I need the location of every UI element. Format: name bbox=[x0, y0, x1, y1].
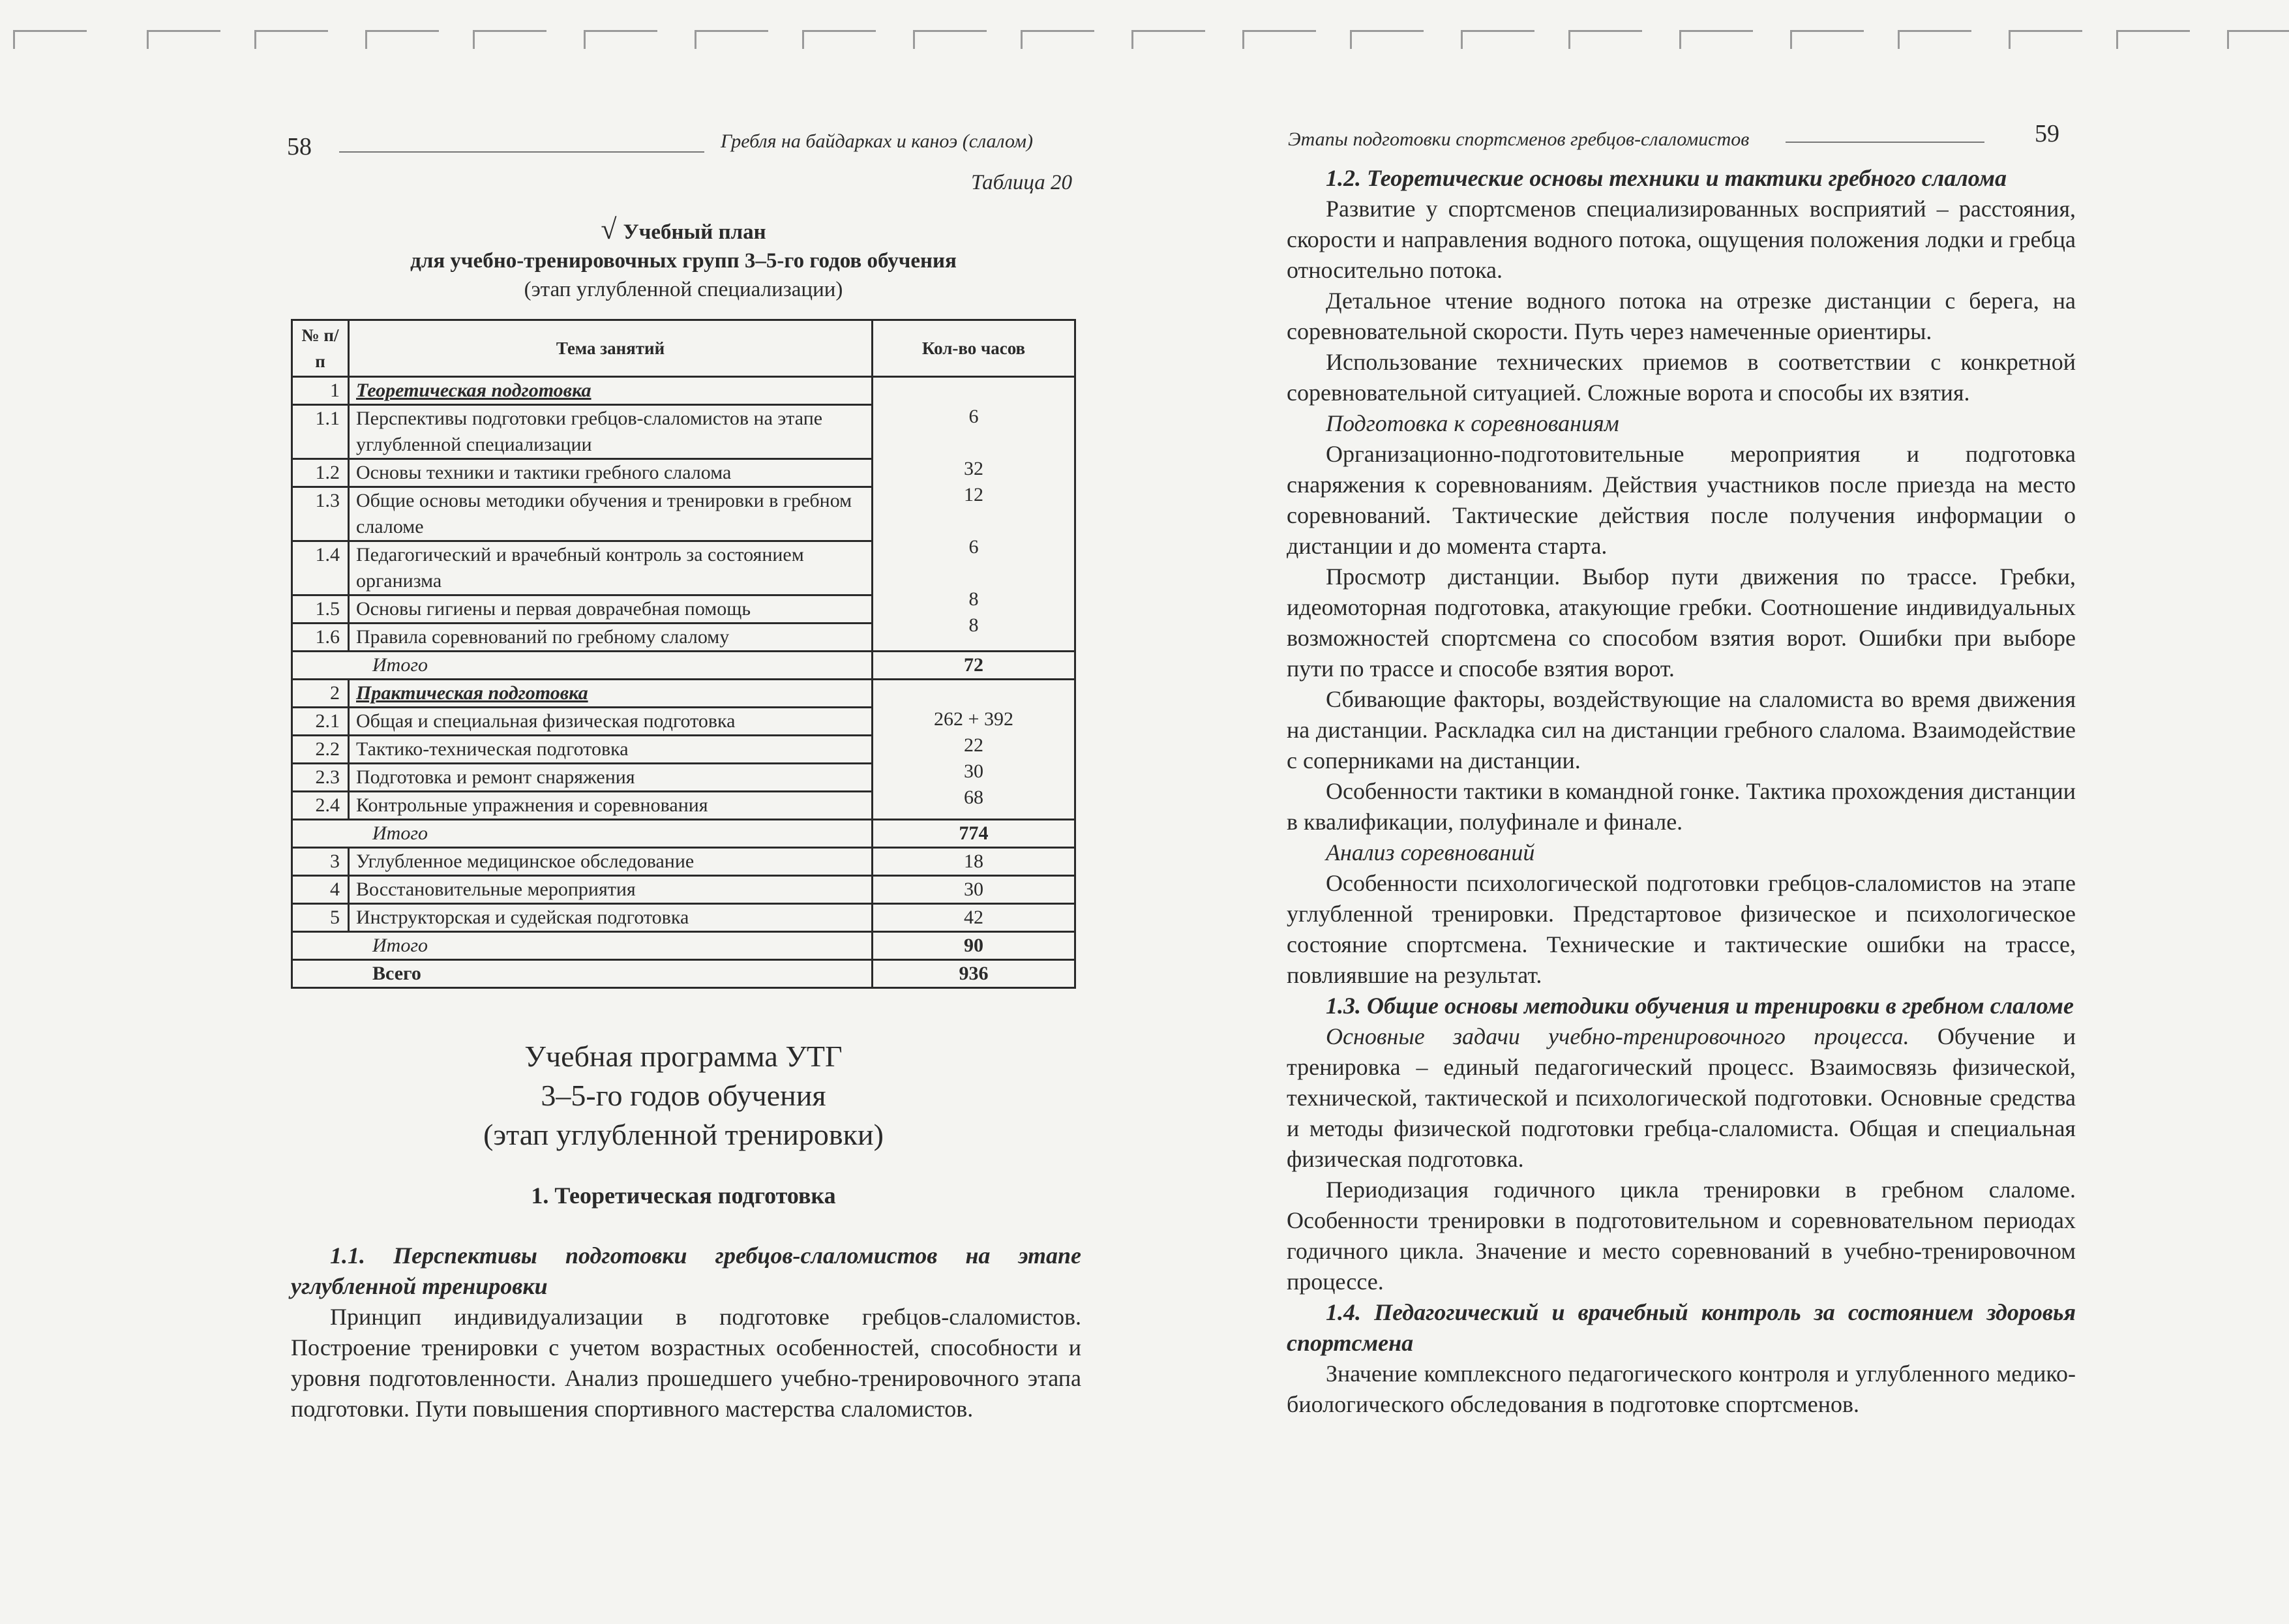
row-topic: Правила соревнований по гребному слалому bbox=[349, 624, 873, 652]
program-title bbox=[291, 1037, 1076, 1154]
row-hours: 262 + 392 bbox=[934, 708, 1013, 730]
running-title: Этапы подготовки спортсменов гребцов-слаломистов bbox=[1288, 128, 1750, 150]
row-num: 1 bbox=[292, 377, 349, 405]
table-row-total bbox=[292, 960, 1075, 988]
row-topic: Основы техники и тактики гребного слалома bbox=[349, 459, 873, 487]
table-row bbox=[292, 904, 1075, 932]
row-hours: 72 bbox=[873, 652, 1075, 680]
running-title: Гребля на байдарках и каноэ (слалом) bbox=[721, 130, 1033, 152]
subsection-heading-1-2: 1.2. Теоретические основы техники и тактики гребного слалома bbox=[1326, 165, 2007, 191]
row-topic: Итого bbox=[292, 652, 873, 680]
row-topic: Инструкторская и судейская подготовка bbox=[349, 904, 873, 932]
paragraph: Сбивающие факторы, воздействующие на слаломиста во время движения на дистанции. Раскладка сил на дистанции гребного слалома. Взаимодействие с соперниками на дистанции. bbox=[1287, 686, 2076, 774]
row-topic: Перспективы подготовки гребцов-слаломистов на этапе углубленной специализации bbox=[349, 405, 873, 459]
row-topic: Углубленное медицинское обследование bbox=[349, 848, 873, 876]
row-num: 2.4 bbox=[292, 792, 349, 820]
row-topic: Общие основы методики обучения и тренировки в гребном слаломе bbox=[349, 487, 873, 541]
row-num: 5 bbox=[292, 904, 349, 932]
table-row-subtotal bbox=[292, 932, 1075, 960]
row-topic: Теоретическая подготовка bbox=[349, 377, 873, 405]
row-num: 1.5 bbox=[292, 595, 349, 624]
table-row bbox=[292, 848, 1075, 876]
row-hours: 90 bbox=[873, 932, 1075, 960]
row-num: 4 bbox=[292, 876, 349, 904]
row-hours: 774 bbox=[873, 820, 1075, 848]
paragraph: Детальное чтение водного потока на отрезке дистанции с берега, на соревновательной скорости. Путь через намеченные ориентиры. bbox=[1287, 288, 2076, 344]
plan-title bbox=[291, 215, 1076, 304]
row-topic: Итого bbox=[292, 932, 873, 960]
header-rule bbox=[1786, 142, 1984, 143]
row-num: 2.3 bbox=[292, 764, 349, 792]
table-row bbox=[292, 377, 1075, 405]
row-topic: Общая и специальная физическая подготовка bbox=[349, 708, 873, 736]
table-label: Таблица 20 bbox=[971, 171, 1072, 194]
row-hours: 6 bbox=[968, 536, 979, 558]
table-row-subtotal bbox=[292, 820, 1075, 848]
row-hours: 6 bbox=[968, 406, 979, 427]
subheading-competition-analysis: Анализ соревнований bbox=[1326, 839, 1535, 865]
row-topic: Контрольные упражнения и соревнования bbox=[349, 792, 873, 820]
col-header-num: № п/п bbox=[292, 320, 349, 377]
paragraph bbox=[1287, 1021, 2076, 1175]
paragraph: Принцип индивидуализации в подготовке гребцов-слаломистов. Построение тренировки с учетом возрастных особенностей, способности и уровня подготовленности. Анализ прошедшего учебно-тренировочного этапа подготовки. Пути повышения спортивного мастерства слаломистов. bbox=[291, 1304, 1081, 1422]
table-row bbox=[292, 876, 1075, 904]
curriculum-table bbox=[291, 319, 1076, 989]
row-hours: 30 bbox=[873, 876, 1075, 904]
paragraph: Особенности психологической подготовки гребцов-слаломистов на этапе углубленной тренировки. Предстартовое физическое и психологическое состояние спортсмена. Технические и тактические ошибки на трассе, повлиявшие на результат. bbox=[1287, 870, 2076, 988]
paragraph: Развитие у спортсменов специализированных восприятий – расстояния, скорости и направления водного потока, ощущения положения лодки и гребца относительно потока. bbox=[1287, 196, 2076, 283]
paragraph: Периодизация годичного цикла тренировки в гребном слаломе. Особенности тренировки в подготовительном и соревновательном периодах годичного цикла. Значение и место соревнований в учебно-тренировочном процессе. bbox=[1287, 1177, 2076, 1295]
subsection-heading-1-1: 1.1. Перспективы подготовки гребцов-слаломистов на этапе углубленной тренировки bbox=[291, 1242, 1081, 1299]
program-title-line3: (этап углубленной тренировки) bbox=[483, 1118, 884, 1151]
col-header-hours: Кол-во часов bbox=[873, 320, 1075, 377]
row-hours-group bbox=[873, 680, 1075, 820]
row-hours: 68 bbox=[964, 787, 983, 808]
row-topic: Всего bbox=[292, 960, 873, 988]
table-header-row bbox=[292, 320, 1075, 377]
row-hours: 42 bbox=[873, 904, 1075, 932]
subheading-competition-prep: Подготовка к соревнованиям bbox=[1326, 410, 1619, 436]
plan-title-line2: для учебно-тренировочных групп 3–5-го годов обучения bbox=[410, 249, 957, 273]
paragraph: Организационно-подготовительные мероприятия и подготовка снаряжения к соревнованиям. Действия участников после приезда на место соревнований. Тактические действия после получения информации о дистанции и до момента старта. bbox=[1287, 441, 2076, 559]
row-num: 1.2 bbox=[292, 459, 349, 487]
paragraph-lead-italic: Основные задачи учебно-тренировочного процесса. bbox=[1326, 1023, 1909, 1049]
program-title-line2: 3–5-го годов обучения bbox=[541, 1079, 826, 1112]
row-num: 2 bbox=[292, 680, 349, 708]
row-num: 2.2 bbox=[292, 736, 349, 764]
row-topic: Практическая подготовка bbox=[349, 680, 873, 708]
row-topic: Итого bbox=[292, 820, 873, 848]
row-num: 1.3 bbox=[292, 487, 349, 541]
col-header-topic: Тема занятий bbox=[349, 320, 873, 377]
section-heading: 1. Теоретическая подготовка bbox=[531, 1182, 836, 1209]
row-topic: Восстановительные мероприятия bbox=[349, 876, 873, 904]
subsection-heading-1-3: 1.3. Общие основы методики обучения и тренировки в гребном слаломе bbox=[1326, 993, 2074, 1019]
program-title-line1: Учебная программа УТГ bbox=[524, 1040, 843, 1073]
left-body-text bbox=[291, 1241, 1081, 1424]
paragraph: Значение комплексного педагогического контроля и углубленного медико-биологического обследования в подготовке спортсменов. bbox=[1287, 1361, 2076, 1417]
row-hours: 936 bbox=[873, 960, 1075, 988]
row-topic: Подготовка и ремонт снаряжения bbox=[349, 764, 873, 792]
row-hours: 12 bbox=[964, 484, 983, 505]
header-rule bbox=[339, 151, 704, 153]
left-page bbox=[0, 0, 1144, 1624]
paragraph-rest: Обучение и тренировка – единый педагогический процесс. Взаимосвязь физической, технической, тактической и психологической подготовки. Основные средства и методы физической подготовки гребца-слаломиста. Общая и специальная физическая подготовка. bbox=[1287, 1023, 2076, 1172]
paragraph: Особенности тактики в командной гонке. Тактика прохождения дистанции в квалификации, полуфинале и финале. bbox=[1287, 778, 2076, 835]
row-num: 2.1 bbox=[292, 708, 349, 736]
row-hours: 18 bbox=[873, 848, 1075, 876]
row-hours-group bbox=[873, 377, 1075, 652]
row-topic: Основы гигиены и первая доврачебная помощь bbox=[349, 595, 873, 624]
table-row bbox=[292, 680, 1075, 708]
row-num: 1.4 bbox=[292, 541, 349, 595]
row-num: 3 bbox=[292, 848, 349, 876]
right-page bbox=[1144, 0, 2289, 1624]
plan-title-line1: √ Учебный план bbox=[601, 213, 766, 245]
row-hours: 22 bbox=[964, 734, 983, 756]
row-hours: 30 bbox=[964, 760, 983, 782]
row-num: 1.6 bbox=[292, 624, 349, 652]
right-body-text bbox=[1287, 163, 2076, 1420]
table-row-subtotal bbox=[292, 652, 1075, 680]
row-hours: 8 bbox=[968, 614, 979, 636]
row-num: 1.1 bbox=[292, 405, 349, 459]
plan-title-line3: (этап углубленной специализации) bbox=[524, 278, 843, 301]
row-topic: Тактико-техническая подготовка bbox=[349, 736, 873, 764]
row-hours: 8 bbox=[968, 588, 979, 610]
paragraph: Использование технических приемов в соответствии с конкретной соревновательной ситуацией. Сложные ворота и способы их взятия. bbox=[1287, 349, 2076, 406]
row-hours: 32 bbox=[964, 458, 983, 479]
paragraph: Просмотр дистанции. Выбор пути движения по трассе. Гребки, идеомоторная подготовка, атакующие гребки. Соотношение индивидуальных возможностей спортсмена со способом взятия ворот. Ошибки при выборе пути по трассе и способе взятия ворот. bbox=[1287, 564, 2076, 682]
subsection-heading-1-4: 1.4. Педагогический и врачебный контроль за состоянием здоровья спортсмена bbox=[1287, 1299, 2076, 1356]
page-number: 59 bbox=[2035, 120, 2059, 147]
page-number: 58 bbox=[287, 133, 312, 160]
row-topic: Педагогический и врачебный контроль за состоянием организма bbox=[349, 541, 873, 595]
checkmark-icon: √ bbox=[601, 213, 617, 245]
